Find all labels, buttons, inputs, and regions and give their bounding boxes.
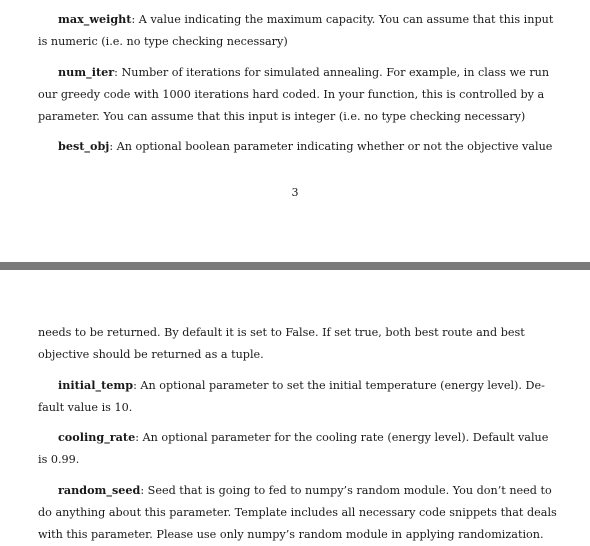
page-number: 3 <box>291 186 299 199</box>
document-page-3 <box>0 0 590 262</box>
param-num-iter <box>38 61 550 128</box>
param-description: : An optional parameter to set the initial temperature (energy level). De- <box>133 379 545 392</box>
param-max-weight <box>38 8 554 53</box>
param-random-seed <box>38 479 557 546</box>
param-term: random_seed <box>58 483 141 497</box>
param-best-obj <box>38 135 553 158</box>
param-term: initial_temp <box>58 378 134 392</box>
document-page-4 <box>0 270 590 546</box>
param-description: with this parameter. Please use only numpy’s random module in applying randomization. <box>38 528 544 541</box>
param-description: is 0.99. <box>38 453 80 466</box>
param-description: our greedy code with 1000 iterations hard coded. In your function, this is controlled by a <box>38 88 545 101</box>
page-separator <box>0 262 590 270</box>
param-cooling-rate <box>38 426 549 471</box>
param-description: : A value indicating the maximum capacity. You can assume that this input <box>131 13 554 26</box>
param-term: best_obj <box>58 139 110 153</box>
continuation-line: objective should be returned as a tuple. <box>38 348 264 361</box>
param-description: : An optional parameter for the cooling rate (energy level). Default value <box>135 431 549 444</box>
param-term: cooling_rate <box>58 430 136 444</box>
param-term: max_weight <box>58 12 132 26</box>
param-description: : An optional boolean parameter indicating whether or not the objective value <box>109 140 553 153</box>
continuation-line: needs to be returned. By default it is set to False. If set true, both best route and best <box>38 326 525 339</box>
param-initial-temp <box>38 374 545 419</box>
continuation-paragraph <box>38 322 525 366</box>
param-description: parameter. You can assume that this input is integer (i.e. no type checking necessary) <box>38 110 526 123</box>
param-term: num_iter <box>58 65 115 79</box>
param-description: is numeric (i.e. no type checking necessary) <box>38 35 288 48</box>
param-description: fault value is 10. <box>38 401 133 414</box>
param-description: : Number of iterations for simulated annealing. For example, in class we run <box>114 66 550 79</box>
param-description: do anything about this parameter. Template includes all necessary code snippets that deals <box>38 506 557 519</box>
param-description: : Seed that is going to fed to numpy’s random module. You don’t need to <box>140 484 552 497</box>
